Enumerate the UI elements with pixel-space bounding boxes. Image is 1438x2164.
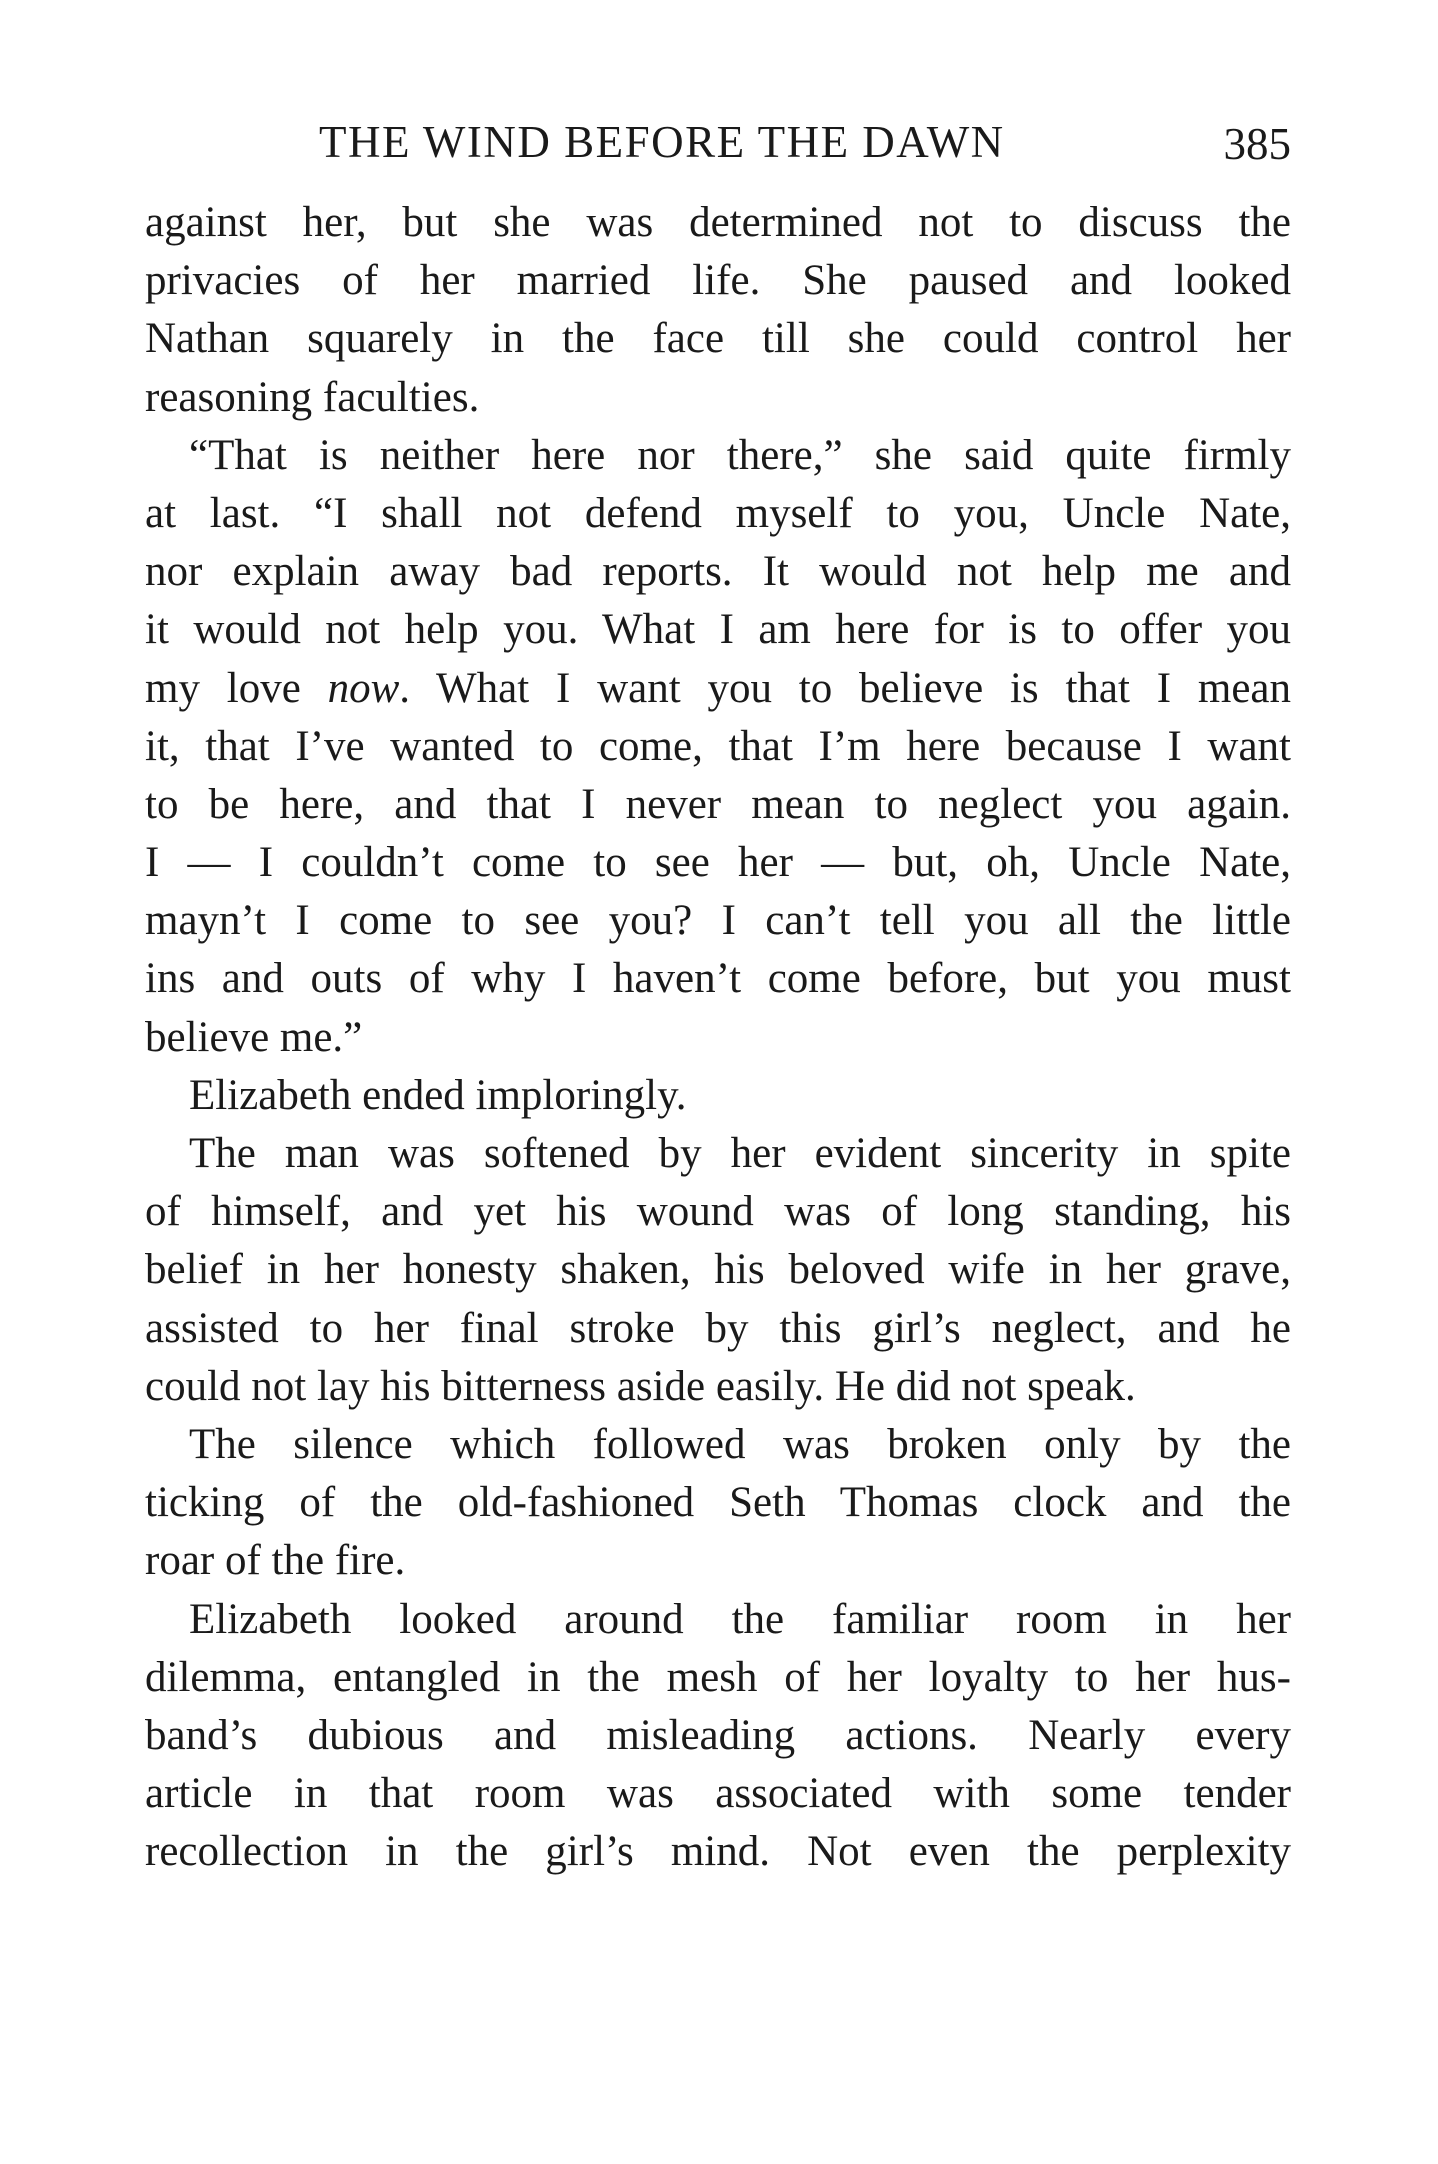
text-line: ins and outs of why I haven’t come before, but you must <box>145 955 1291 1003</box>
text-line: mayn’t I come to see you? I can’t tell you all the little <box>145 897 1291 945</box>
text-line: “That is neither here nor there,” she said quite firmly <box>189 431 1291 479</box>
running-title: THE WIND BEFORE THE DAWN <box>319 117 1005 167</box>
text-line: roar of the fire. <box>145 1537 406 1585</box>
text-line: reasoning faculties. <box>145 373 480 421</box>
text-line: article in that room was associated with some tender <box>145 1770 1291 1818</box>
text-line: The silence which followed was broken only by the <box>189 1420 1291 1468</box>
page-number: 385 <box>1223 119 1291 169</box>
text-line: ticking of the old-fashioned Seth Thomas clock and the <box>145 1479 1291 1527</box>
body-text <box>145 194 1291 1881</box>
text-line: my love now. What I want you to believe is that I mean <box>145 664 1291 712</box>
text-line: nor explain away bad reports. It would not help me and <box>145 548 1291 596</box>
text-line: Elizabeth looked around the familiar room in her <box>189 1595 1291 1643</box>
text-line: belief in her honesty shaken, his beloved wife in her grave, <box>145 1246 1291 1294</box>
text-line: against her, but she was determined not to discuss the <box>145 199 1291 246</box>
emphasis: now <box>327 664 400 712</box>
text-line: Elizabeth ended imploringly. <box>189 1071 687 1119</box>
text-line: dilemma, entangled in the mesh of her loyalty to her hus- <box>145 1653 1291 1701</box>
text-line: The man was softened by her evident sincerity in spite <box>189 1130 1291 1177</box>
text-line: at last. “I shall not defend myself to you, Uncle Nate, <box>145 489 1291 537</box>
text-line: believe me.” <box>145 1013 363 1061</box>
text-line: could not lay his bitterness aside easily. He did not speak. <box>145 1362 1136 1410</box>
text-line: Nathan squarely in the face till she could control her <box>145 315 1291 363</box>
text-line: it, that I’ve wanted to come, that I’m here because I want <box>145 722 1291 770</box>
text-line: band’s dubious and misleading actions. Nearly every <box>145 1711 1291 1759</box>
text-line: to be here, and that I never mean to neglect you again. <box>145 780 1291 828</box>
text-line: recollection in the girl’s mind. Not even the perplexity <box>145 1828 1291 1876</box>
running-head <box>145 112 1291 172</box>
text-line: assisted to her final stroke by this girl’s neglect, and he <box>145 1304 1291 1352</box>
text-line: I — I couldn’t come to see her — but, oh, Uncle Nate, <box>145 839 1291 887</box>
text-line: it would not help you. What I am here for is to offer you <box>145 606 1291 654</box>
text-line: of himself, and yet his wound was of long standing, his <box>145 1188 1291 1236</box>
text-line: privacies of her married life. She paused and looked <box>145 257 1291 305</box>
